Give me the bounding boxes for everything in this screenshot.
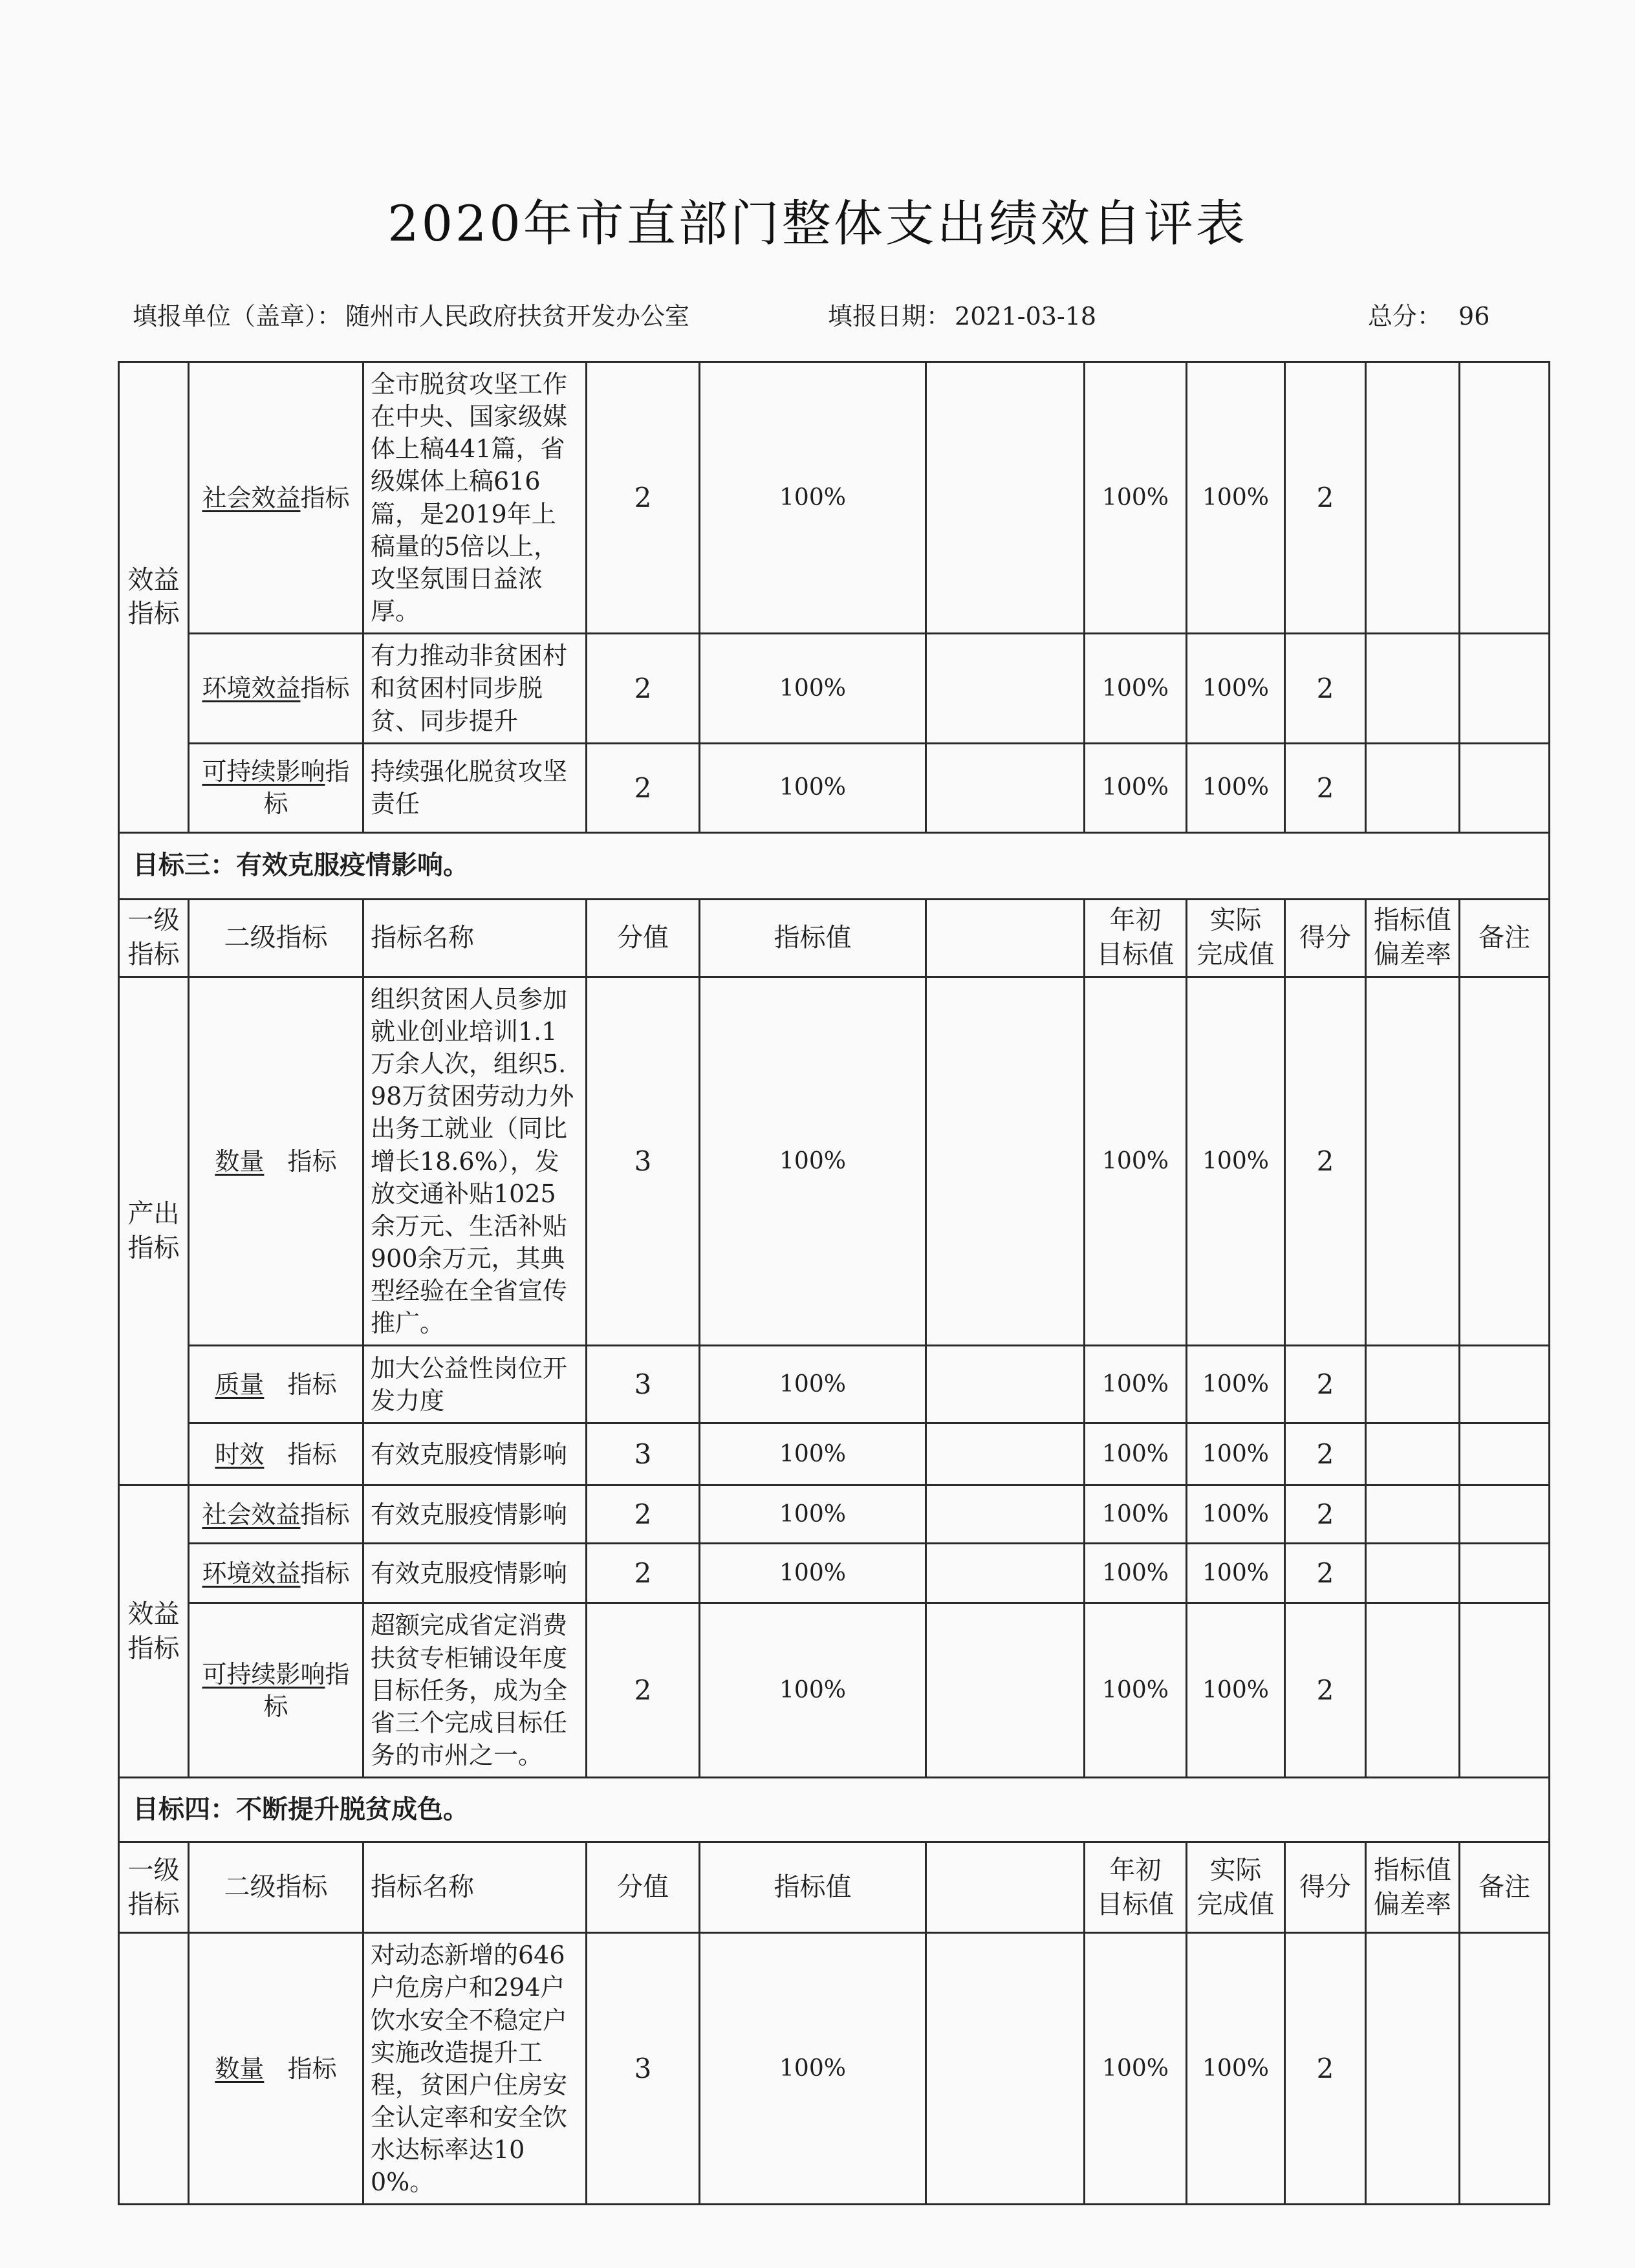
lvl2-cell: 社会效益指标 <box>189 1485 363 1544</box>
dev-cell <box>1366 1603 1460 1778</box>
actual-cell: 100% <box>1187 977 1285 1346</box>
col-got: 得分 <box>1285 1842 1366 1933</box>
actual-cell: 100% <box>1187 634 1285 743</box>
note-cell <box>1460 362 1550 634</box>
score-cell: 2 <box>587 1485 700 1544</box>
actual-cell: 100% <box>1187 1933 1285 2205</box>
score-cell: 2 <box>587 1544 700 1603</box>
goal-caption-row <box>119 832 1550 899</box>
col-got: 得分 <box>1285 899 1366 977</box>
target-cell: 100% <box>700 362 926 634</box>
indicator-name: 组织贫困人员参加就业创业培训1.1万余人次，组织5.98万贫困劳动力外出务工就业（同比增长18.6%），发放交通补贴1025余万元、生活补贴900余万元，其典型经验在全省宣传推广。 <box>363 977 587 1346</box>
blank-cell <box>926 1346 1085 1423</box>
score-cell: 2 <box>587 362 700 634</box>
note-cell <box>1460 1603 1550 1778</box>
page-title: 2020年市直部门整体支出绩效自评表 <box>387 195 1248 252</box>
col-lvl1: 一级 指标 <box>119 899 189 977</box>
blank-cell <box>926 1603 1085 1778</box>
col-dev: 指标值 偏差率 <box>1366 1842 1460 1933</box>
note-cell <box>1460 977 1550 1346</box>
target-cell: 100% <box>700 1544 926 1603</box>
col-init: 年初 目标值 <box>1085 899 1187 977</box>
fill-unit <box>133 296 689 332</box>
score-cell: 2 <box>587 1603 700 1778</box>
target-cell: 100% <box>700 977 926 1346</box>
score-cell: 2 <box>587 634 700 743</box>
init-cell: 100% <box>1085 1346 1187 1423</box>
indicator-name: 有效克服疫情影响 <box>363 1485 587 1544</box>
dev-cell <box>1366 1346 1460 1423</box>
col-actual: 实际 完成值 <box>1187 1842 1285 1933</box>
blank-cell <box>926 743 1085 832</box>
target-cell: 100% <box>700 1603 926 1778</box>
note-cell <box>1460 1346 1550 1423</box>
lvl1-cell: 效益 指标 <box>119 1485 189 1778</box>
col-blank <box>926 899 1085 977</box>
table-row <box>119 1423 1550 1485</box>
got-cell: 2 <box>1285 743 1366 832</box>
target-cell: 100% <box>700 634 926 743</box>
dev-cell <box>1366 1544 1460 1603</box>
col-score: 分值 <box>587 899 700 977</box>
col-note: 备注 <box>1460 899 1550 977</box>
actual-cell: 100% <box>1187 362 1285 634</box>
fill-date-value: 2021-03-18 <box>955 302 1097 330</box>
lvl1-cell: 产出 指标 <box>119 977 189 1485</box>
col-lvl2: 二级指标 <box>189 899 363 977</box>
lvl2-cell: 质量 指标 <box>189 1346 363 1423</box>
blank-cell <box>926 634 1085 743</box>
target-cell: 100% <box>700 1423 926 1485</box>
blank-cell <box>926 362 1085 634</box>
indicator-name: 有力推动非贫困村和贫困村同步脱贫、同步提升 <box>363 634 587 743</box>
indicator-name: 加大公益性岗位开发力度 <box>363 1346 587 1423</box>
score-cell: 2 <box>587 743 700 832</box>
table-row <box>119 743 1550 832</box>
target-cell: 100% <box>700 1933 926 2205</box>
actual-cell: 100% <box>1187 1423 1285 1485</box>
total-score <box>1368 296 1489 332</box>
note-cell <box>1460 743 1550 832</box>
got-cell: 2 <box>1285 1544 1366 1603</box>
target-cell: 100% <box>700 1346 926 1423</box>
blank-cell <box>926 1485 1085 1544</box>
col-name: 指标名称 <box>363 1842 587 1933</box>
init-cell: 100% <box>1085 1544 1187 1603</box>
col-score: 分值 <box>587 1842 700 1933</box>
indicator-name: 对动态新增的646户危房户和294户饮水安全不稳定户实施改造提升工程，贫困户住房安全认定率和安全饮水达标率达100%。 <box>363 1933 587 2205</box>
fill-unit-value: 随州市人民政府扶贫开发办公室 <box>345 302 690 330</box>
note-cell <box>1460 1544 1550 1603</box>
init-cell: 100% <box>1085 1423 1187 1485</box>
init-cell: 100% <box>1085 362 1187 634</box>
goal3-caption: 目标三：有效克服疫情影响。 <box>119 832 1550 899</box>
blank-cell <box>926 1423 1085 1485</box>
score-cell: 3 <box>587 1933 700 2205</box>
score-cell: 3 <box>587 977 700 1346</box>
indicator-name: 有效克服疫情影响 <box>363 1423 587 1485</box>
table-row <box>119 1485 1550 1544</box>
init-cell: 100% <box>1085 977 1187 1346</box>
table-row <box>119 1346 1550 1423</box>
dev-cell <box>1366 743 1460 832</box>
note-cell <box>1460 1423 1550 1485</box>
got-cell: 2 <box>1285 1933 1366 2205</box>
column-header-row <box>119 899 1550 977</box>
col-target: 指标值 <box>700 1842 926 1933</box>
total-score-label: 总分： <box>1368 302 1442 330</box>
lvl2-cell: 数量 指标 <box>189 977 363 1346</box>
init-cell: 100% <box>1085 634 1187 743</box>
blank-cell <box>926 977 1085 1346</box>
col-lvl2: 二级指标 <box>189 1842 363 1933</box>
lvl2-cell: 可持续影响指标 <box>189 1603 363 1778</box>
indicator-name: 超额完成省定消费扶贫专柜铺设年度目标任务，成为全省三个完成目标任务的市州之一。 <box>363 1603 587 1778</box>
init-cell: 100% <box>1085 1933 1187 2205</box>
col-actual: 实际 完成值 <box>1187 899 1285 977</box>
target-cell: 100% <box>700 743 926 832</box>
goal-caption-row <box>119 1778 1550 1842</box>
col-note: 备注 <box>1460 1842 1550 1933</box>
lvl2-cell: 时效 指标 <box>189 1423 363 1485</box>
note-cell <box>1460 1933 1550 2205</box>
col-dev: 指标值 偏差率 <box>1366 899 1460 977</box>
fill-date-label: 填报日期： <box>828 302 951 330</box>
total-score-value: 96 <box>1458 302 1490 330</box>
table-row <box>119 1544 1550 1603</box>
score-cell: 3 <box>587 1346 700 1423</box>
col-name: 指标名称 <box>363 899 587 977</box>
performance-table <box>118 361 1550 2205</box>
lvl1-cell: 效益 指标 <box>119 362 189 833</box>
note-cell <box>1460 1485 1550 1544</box>
target-cell: 100% <box>700 1485 926 1544</box>
actual-cell: 100% <box>1187 743 1285 832</box>
indicator-name: 有效克服疫情影响 <box>363 1544 587 1603</box>
dev-cell <box>1366 1933 1460 2205</box>
init-cell: 100% <box>1085 1603 1187 1778</box>
indicator-name: 全市脱贫攻坚工作在中央、国家级媒体上稿441篇，省级媒体上稿616篇，是2019年上稿量的5倍以上，攻坚氛围日益浓厚。 <box>363 362 587 634</box>
dev-cell <box>1366 362 1460 634</box>
got-cell: 2 <box>1285 1346 1366 1423</box>
table-row <box>119 1603 1550 1778</box>
col-blank <box>926 1842 1085 1933</box>
table-row <box>119 977 1550 1346</box>
col-target: 指标值 <box>700 899 926 977</box>
lvl1-cell <box>119 1933 189 2205</box>
dev-cell <box>1366 1423 1460 1485</box>
got-cell: 2 <box>1285 1485 1366 1544</box>
column-header-row <box>119 1842 1550 1933</box>
actual-cell: 100% <box>1187 1544 1285 1603</box>
lvl2-cell: 社会效益指标 <box>189 362 363 634</box>
got-cell: 2 <box>1285 977 1366 1346</box>
lvl2-cell: 可持续影响指标 <box>189 743 363 832</box>
col-lvl1: 一级 指标 <box>119 1842 189 1933</box>
dev-cell <box>1366 634 1460 743</box>
actual-cell: 100% <box>1187 1346 1285 1423</box>
got-cell: 2 <box>1285 362 1366 634</box>
lvl2-cell: 数量 指标 <box>189 1933 363 2205</box>
init-cell: 100% <box>1085 1485 1187 1544</box>
goal4-caption: 目标四：不断提升脱贫成色。 <box>119 1778 1550 1842</box>
lvl2-cell: 环境效益指标 <box>189 1544 363 1603</box>
col-init: 年初 目标值 <box>1085 1842 1187 1933</box>
score-cell: 3 <box>587 1423 700 1485</box>
blank-cell <box>926 1933 1085 2205</box>
table-row <box>119 1933 1550 2205</box>
got-cell: 2 <box>1285 634 1366 743</box>
init-cell: 100% <box>1085 743 1187 832</box>
note-cell <box>1460 634 1550 743</box>
dev-cell <box>1366 1485 1460 1544</box>
got-cell: 2 <box>1285 1423 1366 1485</box>
dev-cell <box>1366 977 1460 1346</box>
table-row <box>119 362 1550 634</box>
blank-cell <box>926 1544 1085 1603</box>
fill-date <box>828 296 1096 332</box>
got-cell: 2 <box>1285 1603 1366 1778</box>
fill-unit-label: 填报单位（盖章）： <box>133 302 342 330</box>
table-row <box>119 634 1550 743</box>
actual-cell: 100% <box>1187 1485 1285 1544</box>
actual-cell: 100% <box>1187 1603 1285 1778</box>
lvl2-cell: 环境效益指标 <box>189 634 363 743</box>
indicator-name: 持续强化脱贫攻坚责任 <box>363 743 587 832</box>
